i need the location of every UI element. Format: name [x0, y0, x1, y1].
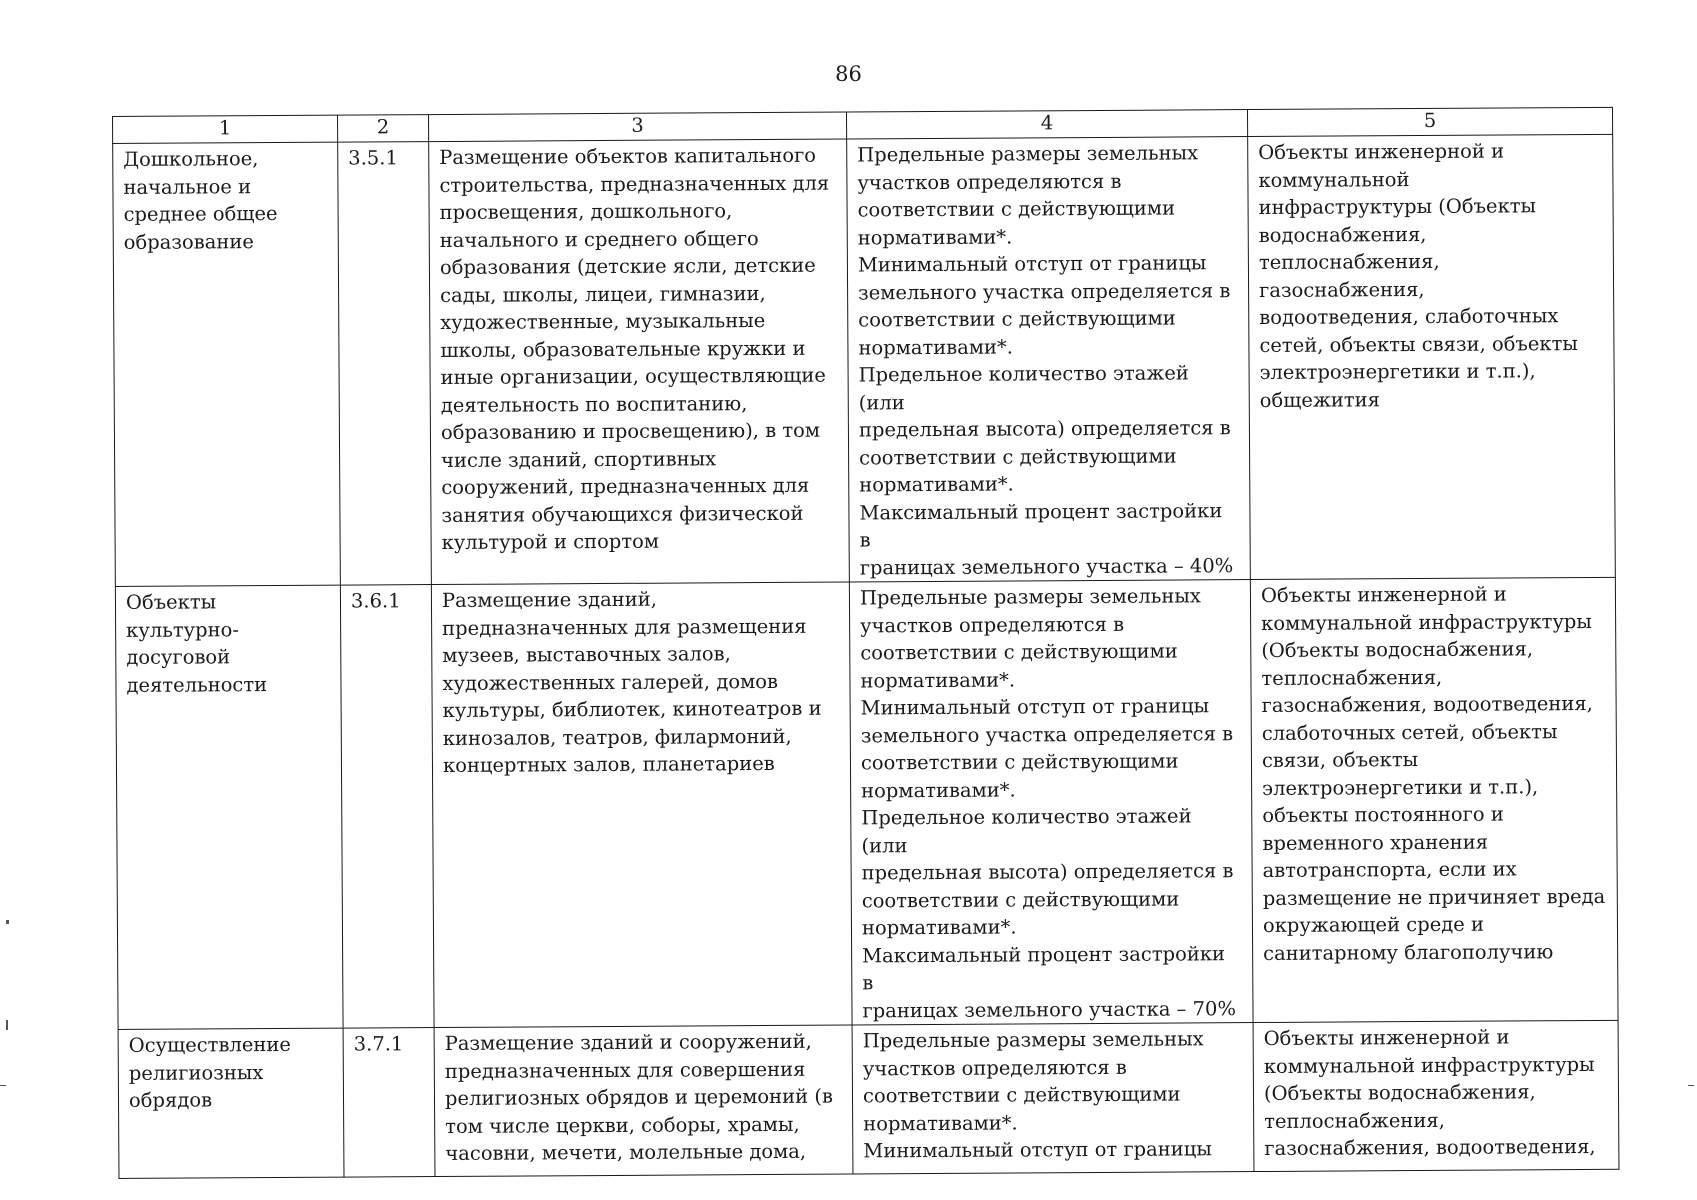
- land-use-parameters: Предельные размеры земельных участков определяются в соответствии с действующими нормативами*. Минимальный отступ от границы: [852, 1023, 1254, 1174]
- auxiliary-uses: Объекты инженерной и коммунальной инфраструктуры (Объекты водоснабжения, теплоснабжения, газоснабжения, водоотведения, слаботочных сетей, объекты связи, объекты электроэнергетики и т.п.), объекты постоянного и временного хранения автотранспорта, если их размещение не причиняет вреда окружающей среде и санитарному благополучию: [1250, 577, 1618, 1022]
- land-use-name: Объекты культурно- досуговой деятельности: [115, 585, 343, 1029]
- column-header-2: 2: [337, 115, 428, 143]
- table-row: [118, 1020, 1619, 1178]
- land-use-code: 3.5.1: [338, 142, 432, 586]
- column-header-4: 4: [846, 110, 1247, 139]
- land-use-code: 3.7.1: [343, 1028, 435, 1178]
- land-use-parameters: Предельные размеры земельных участков определяются в соответствии с действующими нормативами*. Минимальный отступ от границы земельного участка определяется в соответствии с действующими нормативами*. Предельное количество этажей (или предельная высота) определяется в соответствии с действующими нормативами*. Максимальный процент застройки в границах земельного участка – 70%: [849, 580, 1253, 1025]
- land-use-code: 3.6.1: [340, 585, 434, 1029]
- land-use-name: Дошкольное, начальное и среднее общее образование: [113, 142, 341, 586]
- auxiliary-uses: Объекты инженерной и коммунальной инфраструктуры (Объекты водоснабжения, теплоснабжения, газоснабжения, водоотведения, слаботочных сетей, объекты связи, объекты электроэнергетики и т.п.), общежития: [1248, 134, 1616, 579]
- column-header-5: 5: [1247, 107, 1612, 136]
- land-use-parameters: Предельные размеры земельных участков определяются в соответствии с действующими нормативами*. Минимальный отступ от границы земельного участка определяется в соответствии с действующими нормативами*. Предельное количество этажей (или предельная высота) определяется в соответствии с действующими нормативами*. Максимальный процент застройки в границах земельного участка – 40%: [847, 137, 1251, 582]
- table-row: [115, 577, 1618, 1029]
- column-header-1: 1: [113, 115, 338, 143]
- land-use-description: Размещение зданий, предназначенных для размещения музеев, выставочных залов, художественных галерей, домов культуры, библиотек, кинотеатров и кинозалов, театров, филармоний, концертных залов, планетариев: [431, 582, 852, 1028]
- land-use-name: Осуществление религиозных обрядов: [118, 1028, 344, 1178]
- table-row: [113, 134, 1616, 586]
- auxiliary-uses: Объекты инженерной и коммунальной инфраструктуры (Объекты водоснабжения, теплоснабжения, газоснабжения, водоотведения,: [1253, 1020, 1619, 1171]
- scan-edge-mark: [0, 1085, 6, 1086]
- land-use-description: Размещение зданий и сооружений, предназначенных для совершения религиозных обрядов и церемоний (в том числе церкви, соборы, храмы, часовни, мечети, молельные дома,: [434, 1025, 853, 1177]
- land-use-description: Размещение объектов капитального строительства, предназначенных для просвещения, дошкольного, начального и среднего общего образования (детские ясли, детские сады, школы, лицеи, гимназии, художественные, музыкальные школы, образовательные кружки и иные организации, осуществляющие деятельность по воспитанию, образованию и просвещению), в том числе зданий, спортивных сооружений, предназначенных для занятия обучающихся физической культурой и спортом: [429, 139, 850, 585]
- scan-edge-mark: [6, 920, 9, 924]
- scan-edge-mark: [6, 1020, 8, 1030]
- land-use-table: [112, 107, 1619, 1179]
- column-header-3: 3: [428, 112, 846, 142]
- scan-edge-mark: [1688, 1085, 1694, 1086]
- page-number: 86: [835, 62, 862, 86]
